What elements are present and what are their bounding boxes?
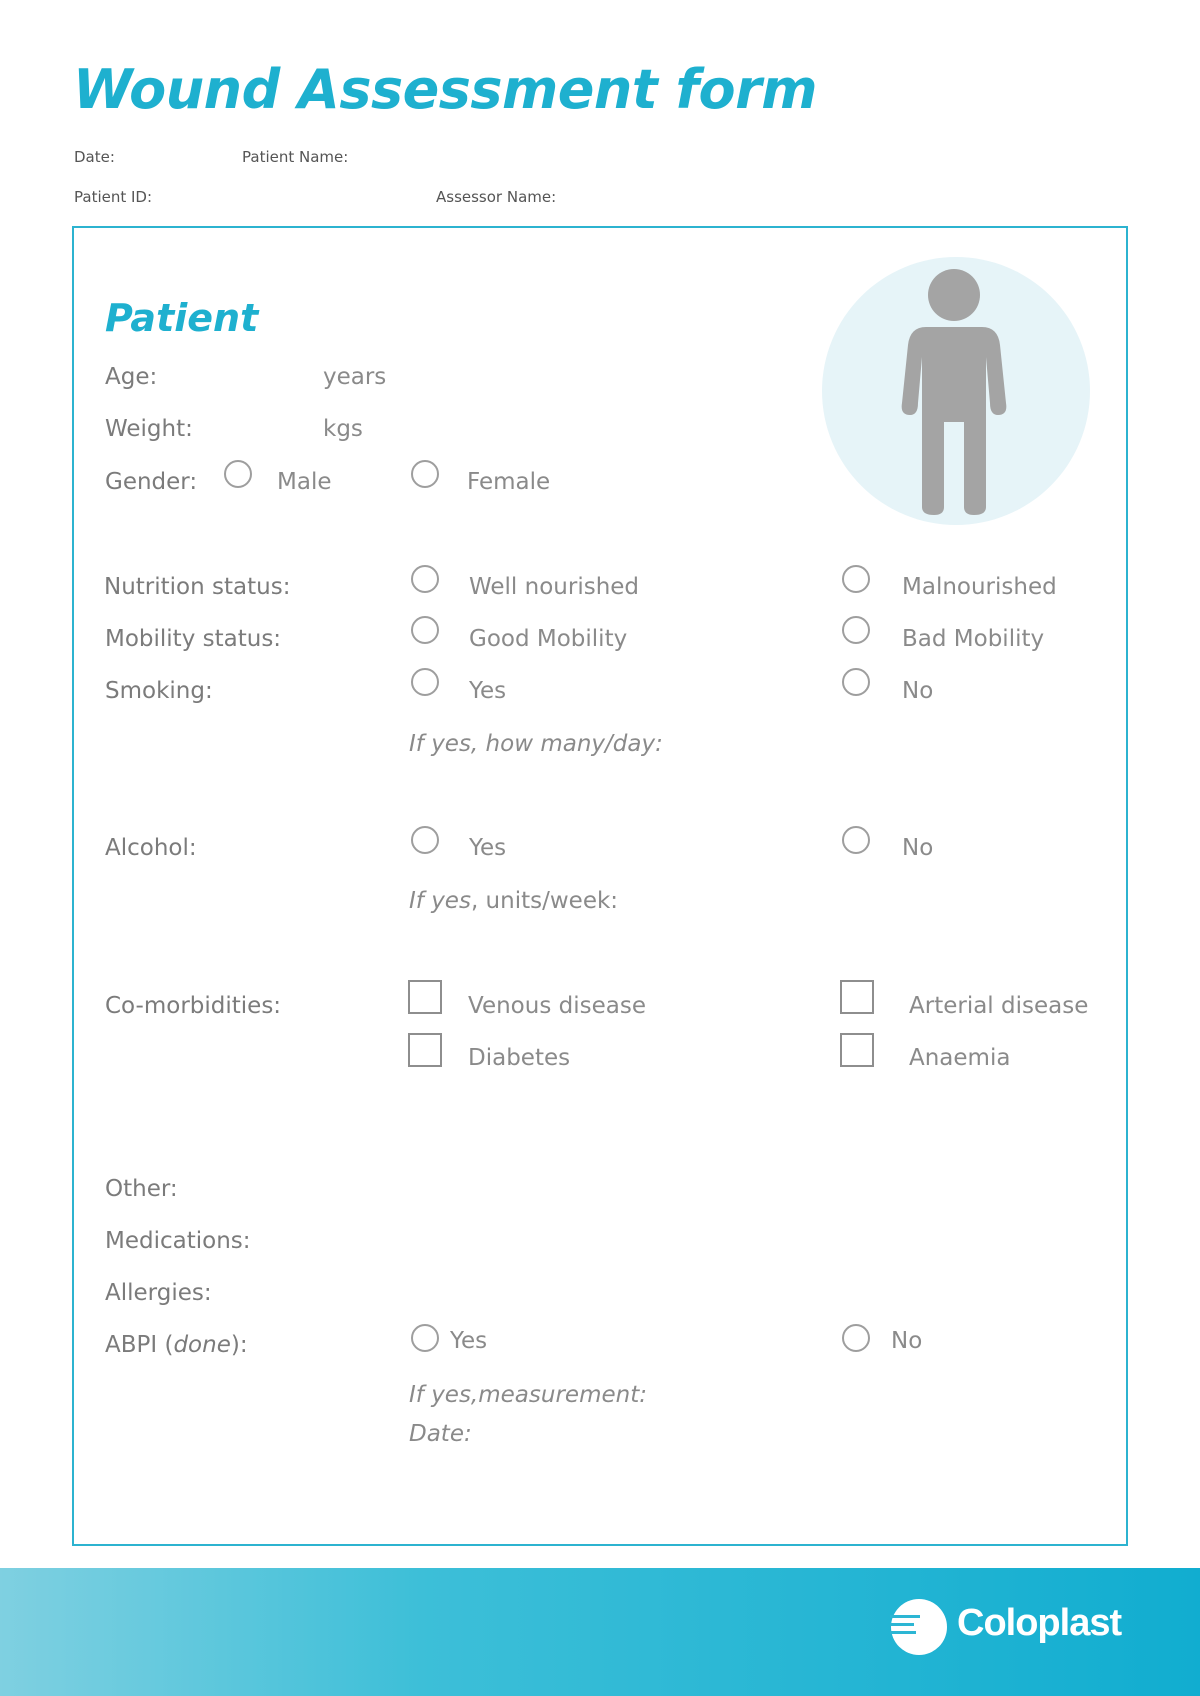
comorb-anaemia-label: Anaemia [909,1045,1011,1071]
allergies-label: Allergies: [105,1280,212,1306]
abpi-date-label: Date: [409,1421,472,1447]
nutrition-well-radio[interactable] [411,565,439,593]
gender-female-label: Female [467,469,551,495]
alcohol-followup-italic: If yes [409,888,471,914]
smoking-no-radio[interactable] [842,668,870,696]
assessor-name-label: Assessor Name: [436,188,557,206]
abpi-label-pre: ABPI ( [105,1332,174,1358]
alcohol-no-radio[interactable] [842,826,870,854]
abpi-no-radio[interactable] [842,1324,870,1352]
gender-male-label: Male [277,469,332,495]
age-label: Age: [105,364,158,390]
alcohol-label: Alcohol: [105,835,197,861]
footer-band [0,1568,1200,1696]
smoking-followup: If yes, how many/day: [409,731,663,757]
coloplast-logo-icon [890,1598,948,1656]
person-figure-icon [822,257,1090,525]
weight-unit: kgs [323,416,363,442]
age-unit: years [323,364,387,390]
comorb-anaemia-checkbox[interactable] [840,1033,874,1067]
comorb-venous-label: Venous disease [468,993,646,1019]
brand-name: Coloplast [957,1602,1122,1644]
patient-name-label: Patient Name: [242,148,349,166]
comorb-diabetes-checkbox[interactable] [408,1033,442,1067]
nutrition-label: Nutrition status: [104,574,291,600]
other-label: Other: [105,1176,178,1202]
mobility-good-radio[interactable] [411,616,439,644]
comorbidities-label: Co-morbidities: [105,993,282,1019]
nutrition-well-label: Well nourished [469,574,640,600]
alcohol-no-label: No [902,835,934,861]
mobility-bad-radio[interactable] [842,616,870,644]
patient-id-label: Patient ID: [74,188,153,206]
alcohol-followup-rest: , units/week: [470,888,619,914]
smoking-yes-label: Yes [469,678,507,704]
nutrition-mal-radio[interactable] [842,565,870,593]
mobility-bad-label: Bad Mobility [902,626,1045,652]
page-title: Wound Assessment form [73,58,817,121]
comorb-venous-checkbox[interactable] [408,980,442,1014]
abpi-followup: If yes,measurement: [409,1382,647,1408]
comorb-diabetes-label: Diabetes [468,1045,571,1071]
alcohol-yes-radio[interactable] [411,826,439,854]
medications-label: Medications: [105,1228,251,1254]
alcohol-yes-label: Yes [469,835,507,861]
gender-male-radio[interactable] [224,460,252,488]
abpi-yes-label: Yes [450,1328,488,1354]
date-label: Date: [74,148,115,166]
smoking-label: Smoking: [105,678,213,704]
comorb-arterial-checkbox[interactable] [840,980,874,1014]
gender-female-radio[interactable] [411,460,439,488]
comorb-arterial-label: Arterial disease [909,993,1089,1019]
smoking-yes-radio[interactable] [411,668,439,696]
smoking-no-label: No [902,678,934,704]
mobility-label: Mobility status: [105,626,282,652]
mobility-good-label: Good Mobility [469,626,628,652]
weight-label: Weight: [105,416,193,442]
abpi-yes-radio[interactable] [411,1324,439,1352]
nutrition-mal-label: Malnourished [902,574,1057,600]
abpi-label-post: ): [230,1332,248,1358]
patient-section-title: Patient [105,296,259,340]
gender-label: Gender: [105,469,198,495]
abpi-no-label: No [891,1328,923,1354]
abpi-label-italic: done [173,1332,231,1358]
alcohol-followup [409,888,618,914]
abpi-label [105,1332,248,1358]
